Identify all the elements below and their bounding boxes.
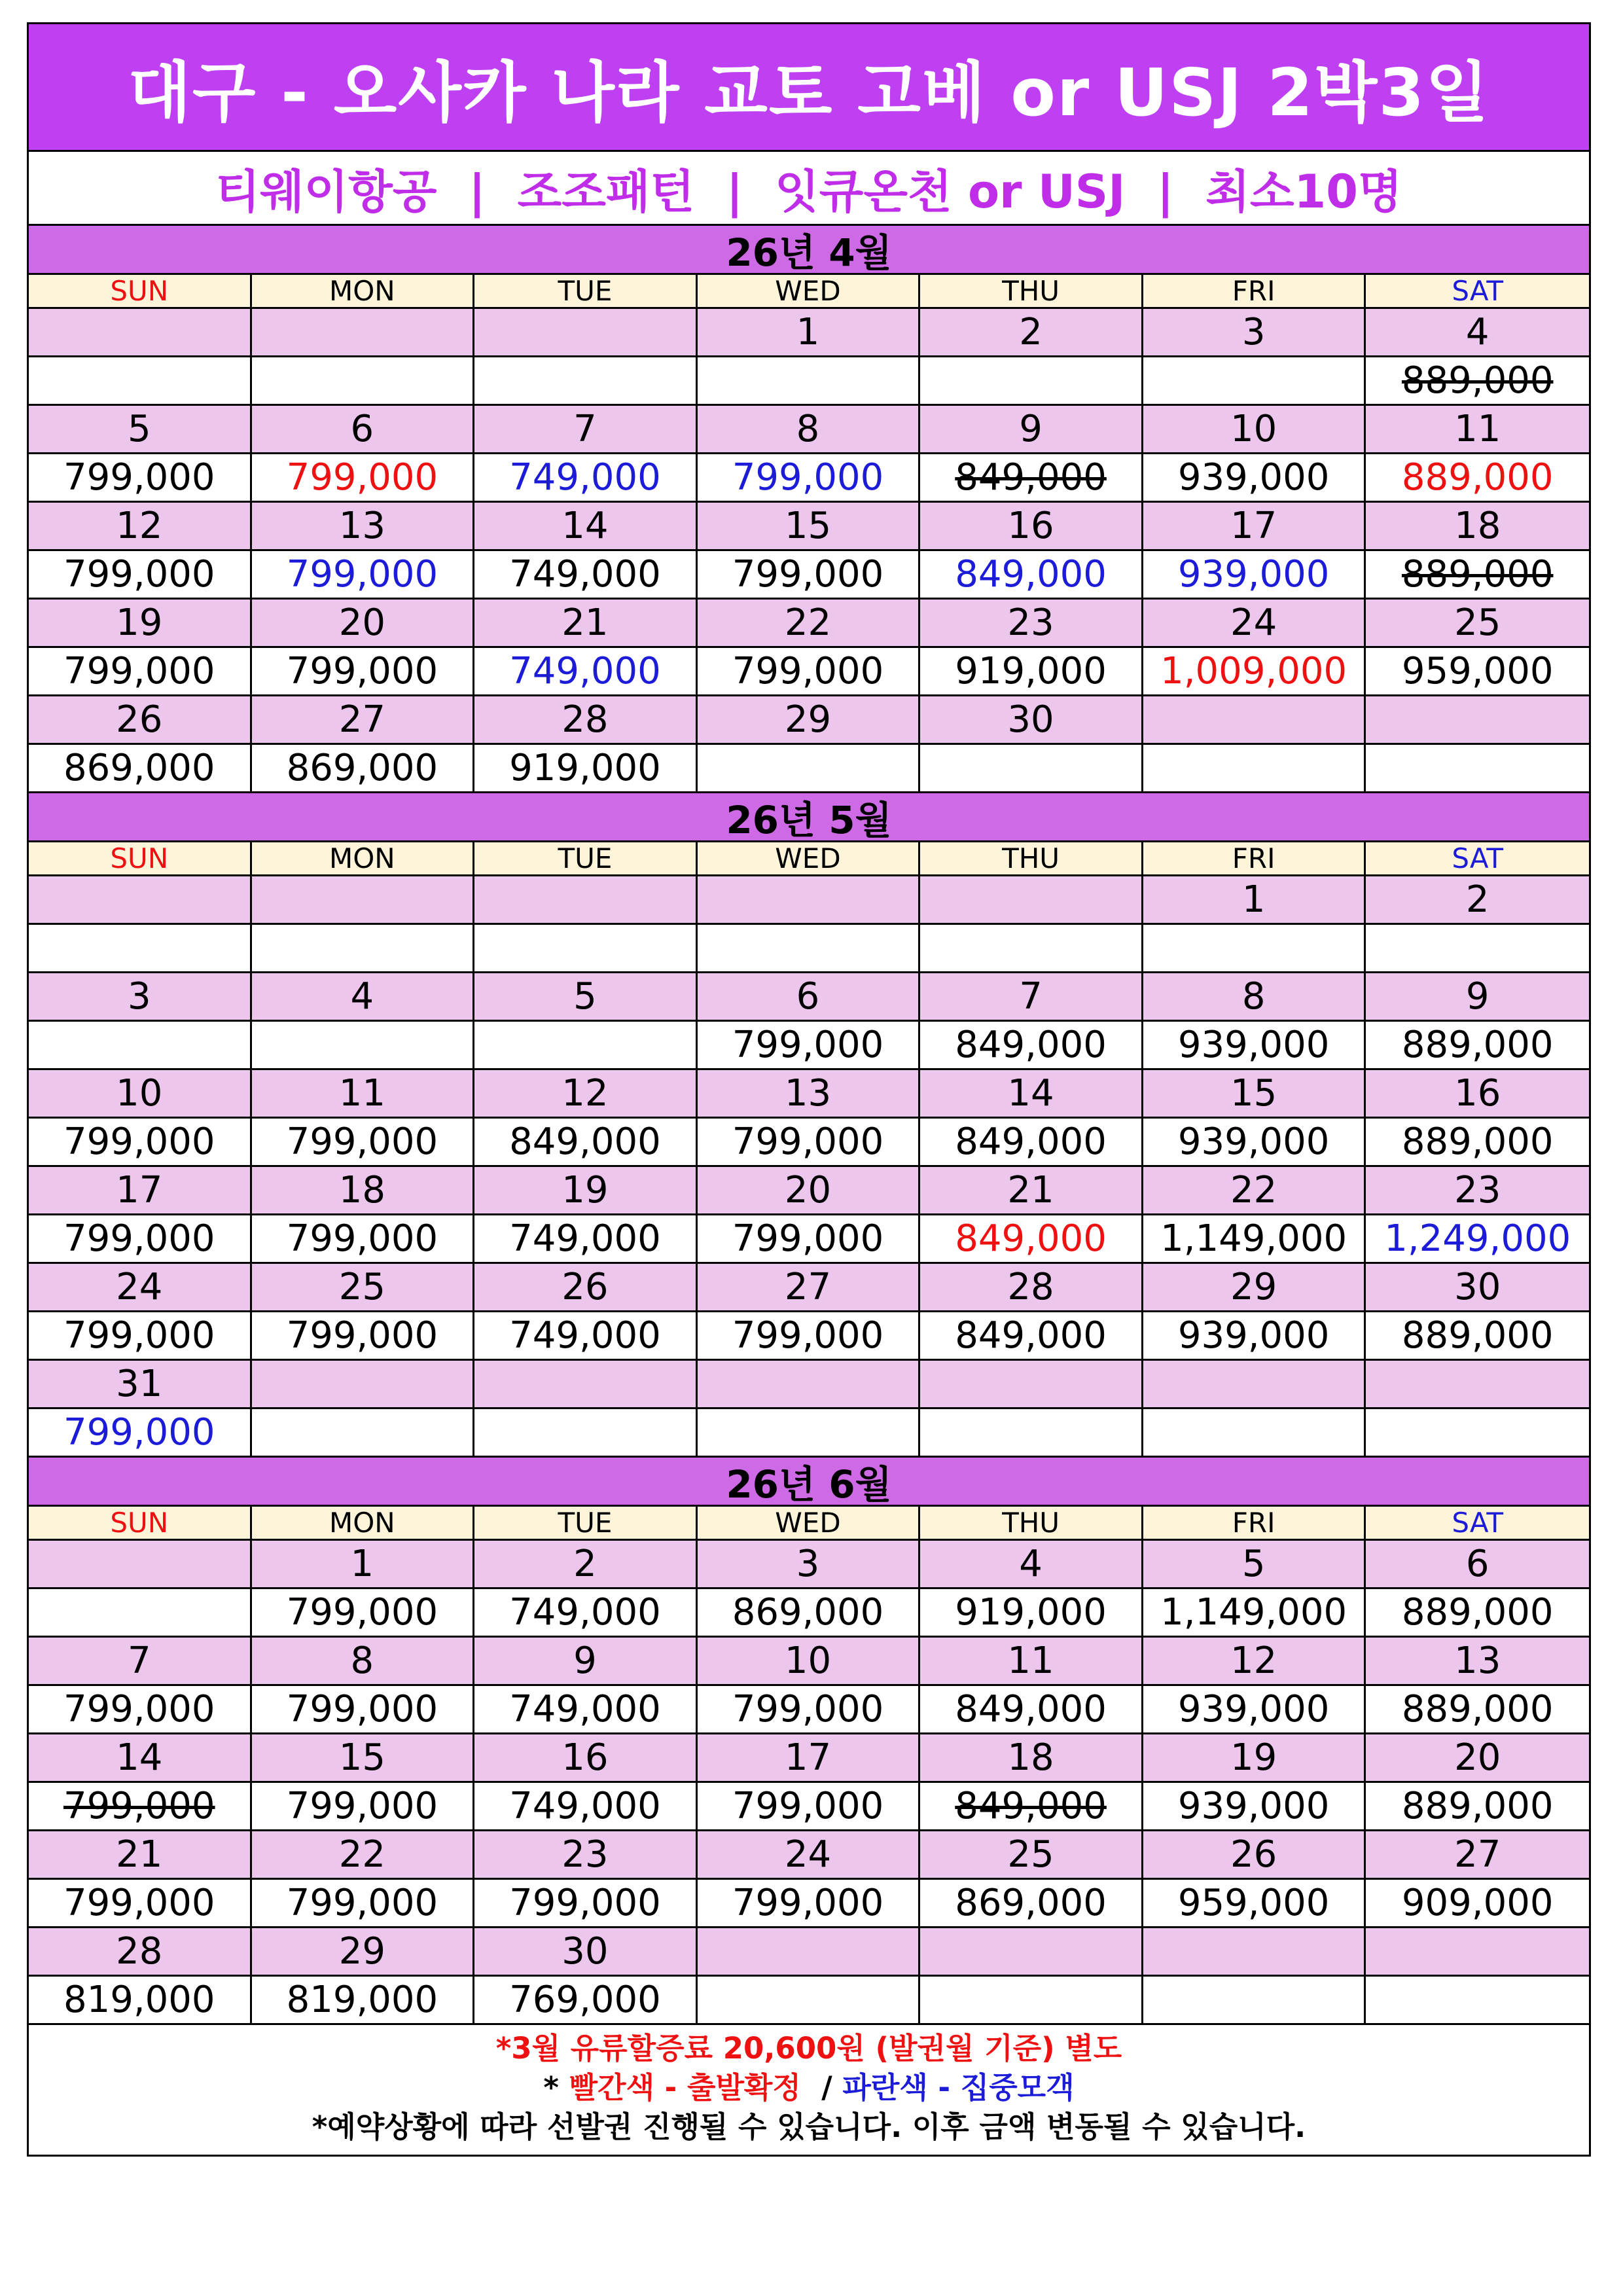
price-cell: 849,000: [920, 551, 1143, 600]
price-cell: [474, 1022, 698, 1070]
day-number-cell: 5: [29, 406, 252, 454]
price-cell: [1366, 1409, 1589, 1458]
price-cell: 799,000: [698, 1119, 921, 1167]
day-number-cell: 11: [1366, 406, 1589, 454]
price-cell: 869,000: [920, 1880, 1143, 1928]
price-cell: 749,000: [474, 1686, 698, 1734]
price-cell: 939,000: [1143, 1783, 1366, 1831]
price-cell: [698, 1409, 921, 1458]
price-cell: 769,000: [474, 1977, 698, 2025]
price-cell: 799,000: [252, 1686, 475, 1734]
weekday-header-wed: WED: [698, 1507, 921, 1541]
day-number-cell: 20: [252, 600, 475, 648]
weekday-header-mon: MON: [252, 842, 475, 876]
price-cell: 799,000: [29, 1686, 252, 1734]
price-cell: [698, 1977, 921, 2025]
price-cell: [920, 1409, 1143, 1458]
price-cell: [1143, 1409, 1366, 1458]
weekday-header-sun: SUN: [29, 842, 252, 876]
price-cell: [920, 925, 1143, 973]
day-number-cell: [1143, 1361, 1366, 1409]
price-cell: [252, 925, 475, 973]
day-number-cell: [1143, 1928, 1366, 1977]
price-cell: 889,000: [1366, 454, 1589, 503]
day-number-cell: 16: [474, 1734, 698, 1783]
price-cell: [920, 1977, 1143, 2025]
day-number-cell: 8: [698, 406, 921, 454]
day-number-cell: 21: [29, 1831, 252, 1880]
price-cell: [920, 357, 1143, 406]
day-number-cell: [252, 309, 475, 357]
price-cell: 799,000: [698, 1783, 921, 1831]
price-cell: 799,000: [252, 1119, 475, 1167]
weekday-header-sat: SAT: [1366, 842, 1589, 876]
day-number-cell: 6: [1366, 1541, 1589, 1589]
price-cell: 799,000: [29, 551, 252, 600]
legend-red: 빨간색 - 출발확정: [569, 2070, 801, 2105]
day-number-cell: 1: [698, 309, 921, 357]
price-cell: 799,000: [698, 1215, 921, 1264]
day-number-cell: 11: [252, 1070, 475, 1119]
weekday-header-fri: FRI: [1143, 275, 1366, 309]
price-cell: [1366, 925, 1589, 973]
day-number-cell: 28: [474, 696, 698, 745]
weekday-header-thu: THU: [920, 275, 1143, 309]
weekday-header-wed: WED: [698, 275, 921, 309]
day-number-cell: 12: [474, 1070, 698, 1119]
price-cell: 749,000: [474, 1783, 698, 1831]
day-number-cell: 22: [252, 1831, 475, 1880]
day-number-cell: 3: [698, 1541, 921, 1589]
day-number-cell: 24: [1143, 600, 1366, 648]
day-number-cell: 6: [698, 973, 921, 1022]
price-cell: [1143, 925, 1366, 973]
price-cell: 959,000: [1366, 648, 1589, 696]
price-cell: 889,000: [1366, 357, 1589, 406]
day-number-cell: 25: [920, 1831, 1143, 1880]
day-number-cell: 6: [252, 406, 475, 454]
day-number-cell: 19: [1143, 1734, 1366, 1783]
day-number-cell: 15: [698, 503, 921, 551]
price-cell: 1,249,000: [1366, 1215, 1589, 1264]
day-number-cell: 9: [920, 406, 1143, 454]
day-number-cell: 4: [1366, 309, 1589, 357]
month-grid: [29, 275, 1589, 793]
day-number-cell: 30: [1366, 1264, 1589, 1312]
price-cell: 849,000: [920, 1022, 1143, 1070]
price-cell: 909,000: [1366, 1880, 1589, 1928]
price-cell: [698, 925, 921, 973]
price-cell: [474, 1409, 698, 1458]
price-cell: [1143, 357, 1366, 406]
price-cell: [698, 357, 921, 406]
day-number-cell: 26: [29, 696, 252, 745]
day-number-cell: 2: [920, 309, 1143, 357]
day-number-cell: 26: [1143, 1831, 1366, 1880]
price-cell: 819,000: [252, 1977, 475, 2025]
price-cell: 799,000: [29, 1119, 252, 1167]
price-cell: [252, 357, 475, 406]
day-number-cell: 27: [252, 696, 475, 745]
price-cell: 749,000: [474, 551, 698, 600]
day-number-cell: 25: [1366, 600, 1589, 648]
legend-blue: 파란색 - 집중모객: [842, 2070, 1075, 2105]
day-number-cell: 24: [29, 1264, 252, 1312]
price-cell: 1,149,000: [1143, 1215, 1366, 1264]
day-number-cell: 18: [252, 1167, 475, 1215]
price-cell: [920, 745, 1143, 793]
day-number-cell: [698, 1361, 921, 1409]
price-cell: 849,000: [920, 1312, 1143, 1361]
day-number-cell: 13: [252, 503, 475, 551]
day-number-cell: 18: [920, 1734, 1143, 1783]
price-cell: 799,000: [698, 1880, 921, 1928]
weekday-header-thu: THU: [920, 1507, 1143, 1541]
month-grid: [29, 842, 1589, 1458]
price-cell: 919,000: [920, 648, 1143, 696]
price-cell: 939,000: [1143, 1686, 1366, 1734]
day-number-cell: 27: [1366, 1831, 1589, 1880]
price-cell: 939,000: [1143, 1312, 1366, 1361]
price-cell: [1366, 1977, 1589, 2025]
price-cell: [252, 1022, 475, 1070]
price-cell: 799,000: [29, 1215, 252, 1264]
price-cell: 799,000: [29, 1783, 252, 1831]
price-cell: 799,000: [29, 1409, 252, 1458]
day-number-cell: [474, 1361, 698, 1409]
weekday-header-tue: TUE: [474, 1507, 698, 1541]
day-number-cell: 12: [29, 503, 252, 551]
day-number-cell: 16: [1366, 1070, 1589, 1119]
day-number-cell: [1366, 696, 1589, 745]
month-header: 26년 4월: [29, 226, 1589, 275]
day-number-cell: [29, 1541, 252, 1589]
day-number-cell: 23: [1366, 1167, 1589, 1215]
weekday-header-fri: FRI: [1143, 1507, 1366, 1541]
day-number-cell: 3: [1143, 309, 1366, 357]
weekday-header-sat: SAT: [1366, 1507, 1589, 1541]
price-cell: 849,000: [920, 1686, 1143, 1734]
day-number-cell: 14: [920, 1070, 1143, 1119]
day-number-cell: [920, 1928, 1143, 1977]
price-cell: 799,000: [252, 1783, 475, 1831]
day-number-cell: 5: [1143, 1541, 1366, 1589]
day-number-cell: 23: [920, 600, 1143, 648]
day-number-cell: 20: [698, 1167, 921, 1215]
price-cell: 799,000: [252, 1589, 475, 1638]
price-cell: 849,000: [920, 1783, 1143, 1831]
legend-separator: /: [800, 2070, 843, 2105]
price-cell: 889,000: [1366, 1022, 1589, 1070]
price-cell: 799,000: [252, 1312, 475, 1361]
price-calendar-sheet: [27, 22, 1591, 2157]
price-cell: [1143, 1977, 1366, 2025]
price-cell: 799,000: [29, 1312, 252, 1361]
price-cell: [474, 925, 698, 973]
day-number-cell: 25: [252, 1264, 475, 1312]
price-cell: 849,000: [920, 1119, 1143, 1167]
price-cell: 799,000: [29, 648, 252, 696]
price-cell: 849,000: [474, 1119, 698, 1167]
day-number-cell: 14: [29, 1734, 252, 1783]
price-cell: [29, 1022, 252, 1070]
weekday-header-tue: TUE: [474, 275, 698, 309]
day-number-cell: 7: [29, 1638, 252, 1686]
price-cell: [1366, 745, 1589, 793]
price-cell: 849,000: [920, 1215, 1143, 1264]
price-cell: 869,000: [252, 745, 475, 793]
price-cell: 799,000: [474, 1880, 698, 1928]
day-number-cell: 12: [1143, 1638, 1366, 1686]
day-number-cell: 23: [474, 1831, 698, 1880]
day-number-cell: 9: [1366, 973, 1589, 1022]
day-number-cell: 15: [252, 1734, 475, 1783]
price-cell: 799,000: [252, 648, 475, 696]
price-cell: 919,000: [920, 1589, 1143, 1638]
day-number-cell: [29, 309, 252, 357]
price-cell: 799,000: [252, 1215, 475, 1264]
notes: [29, 2025, 1589, 2155]
price-cell: 799,000: [698, 1312, 921, 1361]
price-cell: [698, 745, 921, 793]
price-cell: 799,000: [29, 1880, 252, 1928]
price-cell: [29, 1589, 252, 1638]
day-number-cell: 10: [29, 1070, 252, 1119]
day-number-cell: 17: [29, 1167, 252, 1215]
price-cell: [29, 925, 252, 973]
price-cell: 889,000: [1366, 1119, 1589, 1167]
weekday-header-mon: MON: [252, 1507, 475, 1541]
day-number-cell: 4: [252, 973, 475, 1022]
day-number-cell: 24: [698, 1831, 921, 1880]
day-number-cell: 19: [474, 1167, 698, 1215]
price-cell: 819,000: [29, 1977, 252, 2025]
price-cell: 939,000: [1143, 551, 1366, 600]
day-number-cell: 2: [474, 1541, 698, 1589]
price-cell: 1,149,000: [1143, 1589, 1366, 1638]
day-number-cell: [698, 876, 921, 925]
day-number-cell: 10: [698, 1638, 921, 1686]
weekday-header-mon: MON: [252, 275, 475, 309]
price-cell: [474, 357, 698, 406]
price-cell: 959,000: [1143, 1880, 1366, 1928]
note-color-legend: [29, 2068, 1589, 2108]
day-number-cell: 7: [474, 406, 698, 454]
day-number-cell: 1: [1143, 876, 1366, 925]
day-number-cell: 17: [1143, 503, 1366, 551]
price-cell: 849,000: [920, 454, 1143, 503]
weekday-header-tue: TUE: [474, 842, 698, 876]
price-cell: 749,000: [474, 1312, 698, 1361]
day-number-cell: 29: [252, 1928, 475, 1977]
price-cell: 799,000: [698, 1022, 921, 1070]
price-cell: 799,000: [698, 454, 921, 503]
day-number-cell: 8: [252, 1638, 475, 1686]
day-number-cell: [1143, 696, 1366, 745]
weekday-header-sat: SAT: [1366, 275, 1589, 309]
price-cell: 749,000: [474, 454, 698, 503]
day-number-cell: 14: [474, 503, 698, 551]
day-number-cell: 7: [920, 973, 1143, 1022]
price-cell: 889,000: [1366, 1312, 1589, 1361]
day-number-cell: 13: [698, 1070, 921, 1119]
price-cell: 889,000: [1366, 1686, 1589, 1734]
price-cell: 799,000: [698, 1686, 921, 1734]
day-number-cell: 13: [1366, 1638, 1589, 1686]
day-number-cell: [252, 876, 475, 925]
day-number-cell: 21: [474, 600, 698, 648]
day-number-cell: [474, 876, 698, 925]
day-number-cell: 11: [920, 1638, 1143, 1686]
day-number-cell: 10: [1143, 406, 1366, 454]
day-number-cell: 20: [1366, 1734, 1589, 1783]
day-number-cell: [698, 1928, 921, 1977]
legend-prefix: *: [543, 2070, 569, 2105]
month-grid: [29, 1507, 1589, 2025]
price-cell: 799,000: [252, 551, 475, 600]
price-cell: 869,000: [698, 1589, 921, 1638]
weekday-header-sun: SUN: [29, 1507, 252, 1541]
day-number-cell: 15: [1143, 1070, 1366, 1119]
price-cell: [252, 1409, 475, 1458]
months-container: [29, 226, 1589, 2025]
price-cell: 749,000: [474, 648, 698, 696]
day-number-cell: 29: [1143, 1264, 1366, 1312]
month-header: 26년 5월: [29, 793, 1589, 842]
day-number-cell: 26: [474, 1264, 698, 1312]
day-number-cell: 27: [698, 1264, 921, 1312]
note-fuel-surcharge: *3월 유류할증료 20,600원 (발권월 기준) 별도: [495, 2031, 1122, 2066]
day-number-cell: 17: [698, 1734, 921, 1783]
price-cell: 889,000: [1366, 1783, 1589, 1831]
day-number-cell: 8: [1143, 973, 1366, 1022]
weekday-header-fri: FRI: [1143, 842, 1366, 876]
price-cell: [1143, 745, 1366, 793]
weekday-header-thu: THU: [920, 842, 1143, 876]
price-cell: 799,000: [29, 454, 252, 503]
day-number-cell: 22: [1143, 1167, 1366, 1215]
day-number-cell: 30: [920, 696, 1143, 745]
day-number-cell: 5: [474, 973, 698, 1022]
day-number-cell: 2: [1366, 876, 1589, 925]
price-cell: 939,000: [1143, 1022, 1366, 1070]
price-cell: 889,000: [1366, 1589, 1589, 1638]
day-number-cell: [1366, 1361, 1589, 1409]
month-header: 26년 6월: [29, 1458, 1589, 1507]
price-cell: 939,000: [1143, 454, 1366, 503]
page-subtitle: 티웨이항공 | 조조패턴 | 잇큐온천 or USJ | 최소10명: [29, 152, 1589, 226]
day-number-cell: 28: [29, 1928, 252, 1977]
price-cell: 799,000: [698, 648, 921, 696]
day-number-cell: 28: [920, 1264, 1143, 1312]
price-cell: 889,000: [1366, 551, 1589, 600]
day-number-cell: [920, 1361, 1143, 1409]
weekday-header-wed: WED: [698, 842, 921, 876]
day-number-cell: [252, 1361, 475, 1409]
day-number-cell: [920, 876, 1143, 925]
price-cell: 799,000: [698, 551, 921, 600]
day-number-cell: [29, 876, 252, 925]
day-number-cell: 29: [698, 696, 921, 745]
price-cell: 749,000: [474, 1589, 698, 1638]
price-cell: [29, 357, 252, 406]
day-number-cell: 21: [920, 1167, 1143, 1215]
day-number-cell: 30: [474, 1928, 698, 1977]
weekday-header-sun: SUN: [29, 275, 252, 309]
price-cell: 919,000: [474, 745, 698, 793]
price-cell: 1,009,000: [1143, 648, 1366, 696]
price-cell: 869,000: [29, 745, 252, 793]
note-booking-disclaimer: *예약상황에 따라 선발권 진행될 수 있습니다. 이후 금액 변동될 수 있습니다.: [312, 2109, 1306, 2144]
price-cell: 799,000: [252, 454, 475, 503]
day-number-cell: 22: [698, 600, 921, 648]
day-number-cell: 1: [252, 1541, 475, 1589]
day-number-cell: 31: [29, 1361, 252, 1409]
day-number-cell: [474, 309, 698, 357]
day-number-cell: 3: [29, 973, 252, 1022]
day-number-cell: 9: [474, 1638, 698, 1686]
price-cell: 749,000: [474, 1215, 698, 1264]
page-title: 대구 - 오사카 나라 교토 고베 or USJ 2박3일: [29, 24, 1589, 152]
day-number-cell: 16: [920, 503, 1143, 551]
day-number-cell: [1366, 1928, 1589, 1977]
day-number-cell: 4: [920, 1541, 1143, 1589]
day-number-cell: 19: [29, 600, 252, 648]
day-number-cell: 18: [1366, 503, 1589, 551]
price-cell: 939,000: [1143, 1119, 1366, 1167]
price-cell: 799,000: [252, 1880, 475, 1928]
